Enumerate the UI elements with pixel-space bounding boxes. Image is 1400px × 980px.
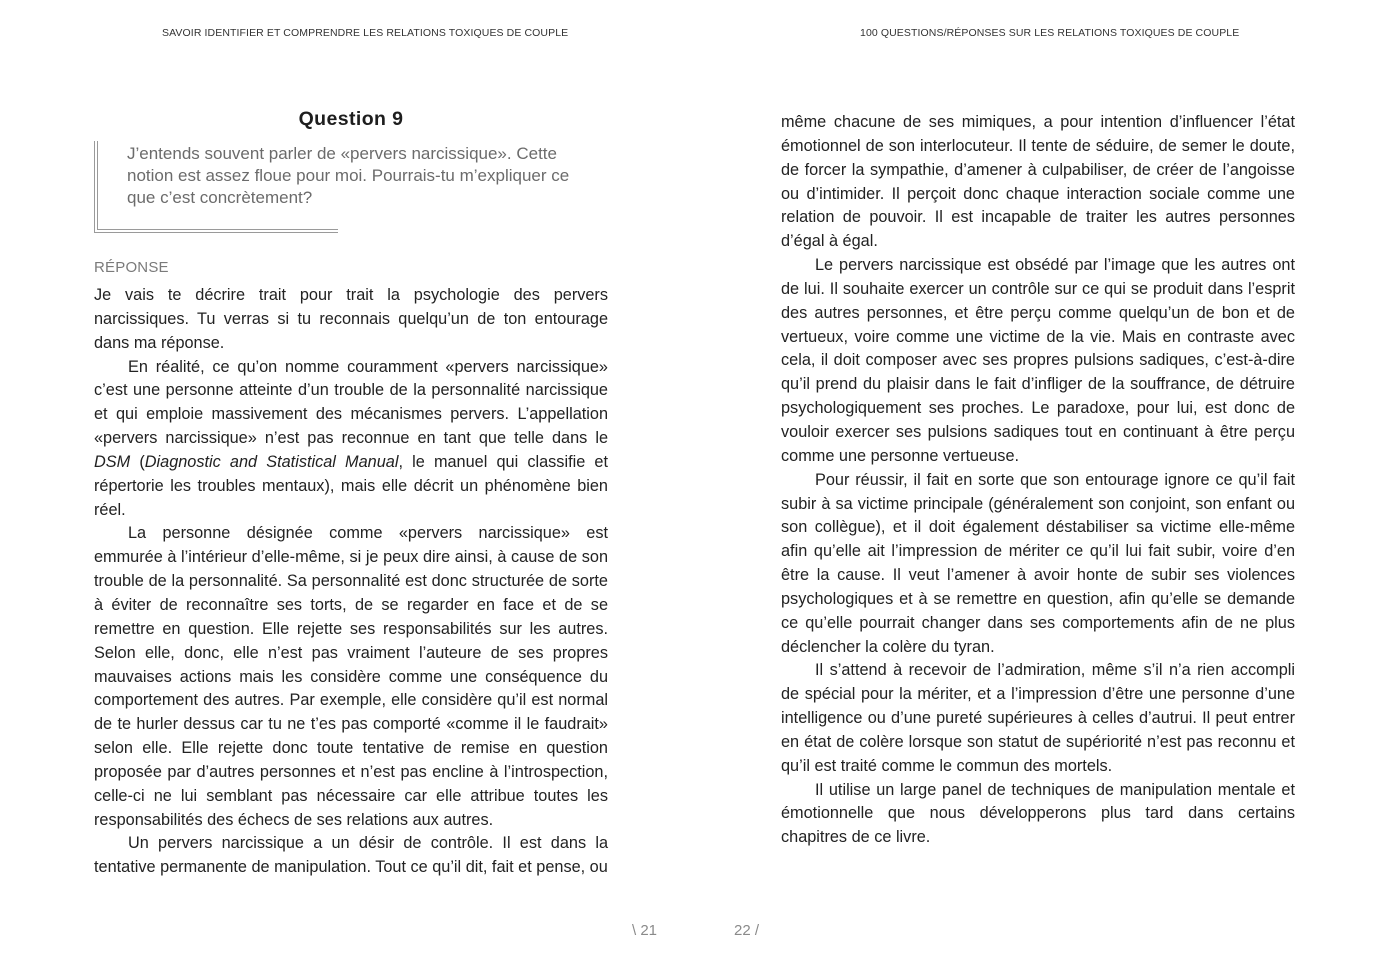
paragraph-text: (	[130, 452, 145, 471]
paragraph: Un pervers narcissique a un désir de contrôle. Il est dans la tentative permanente de manipulation. Tout ce qu’il dit, fait et pense, ou	[94, 834, 608, 877]
question-text: J’entends souvent parler de «pervers narcissique». Cette notion est assez floue pour moi. Pourrais-tu m’expliquer ce que c’est concrètement?	[127, 144, 570, 207]
page-number-left: \ 21	[632, 922, 658, 939]
paragraph	[94, 356, 608, 523]
manual-title: Diagnostic and Statistical Manual	[144, 452, 399, 471]
paragraph: Pour réussir, il fait en sorte que son entourage ignore ce qu’il fait subir à sa victime principale (généralement son conjoint, son enfant ou son collègue), et il doit également déstabiliser sa victime elle-même afin qu’elle ait l’impression de mériter ce qu’il lui fait subir, voire d’en être la cause. Il veut l’amener à avoir honte de subir ses violences psychologiques et à se remettre en question, afin qu’elle se demande ce qu’elle pourrait changer dans ses comportements afin de ne plus déclencher la colère du tyran.	[781, 470, 1295, 656]
dsm-abbrev: DSM	[94, 452, 131, 471]
answer-label: RÉPONSE	[94, 259, 169, 276]
answer-body-right	[781, 111, 1295, 850]
page-number-right: 22 /	[734, 922, 760, 939]
running-header-left: SAVOIR IDENTIFIER ET COMPRENDRE LES RELATIONS TOXIQUES DE COUPLE	[162, 27, 569, 39]
right-page	[700, 0, 1400, 980]
question-title: Question 9	[298, 108, 404, 130]
paragraph: même chacune de ses mimiques, a pour intention d’influencer l’état émotionnel de son interlocuteur. Il tente de séduire, de semer le doute, de forcer la sympathie, d’amener à culpabiliser, de créer de l’angoisse ou d’intimider. Il perçoit donc chaque interaction sociale comme une relation de pouvoir. Il est incapable de traiter les autres personnes d’égal à égal.	[781, 113, 1295, 251]
answer-body-left	[94, 284, 608, 880]
paragraph: La personne désignée comme «pervers narcissique» est emmurée à l’intérieur d’elle-même, si je peux dire ainsi, à cause de son trouble de la personnalité. Sa personnalité est donc structurée de sorte à éviter de reconnaître ses torts, de se regarder en face et de se remettre en question. Elle rejette ses responsabilités sur les autres. Selon elle, donc, elle n’est pas vraiment l’auteure de ses propres mauvaises actions mais les considère comme une conséquence du comportement des autres. Par exemple, elle considère qu’il est normal de te hurler dessus car tu ne t’es pas comporté «comme il le faudrait» selon elle. Elle rejette donc toute tentative de remise en question proposée par d’autres personnes et n’est pas encline à l’introspection, celle-ci ne lui semblant pas nécessaire car elle attribue toutes les responsabilités des échecs de ses relations aux autres.	[94, 524, 608, 829]
running-header-right: 100 QUESTIONS/RÉPONSES SUR LES RELATIONS TOXIQUES DE COUPLE	[860, 27, 1240, 39]
paragraph: Le pervers narcissique est obsédé par l’image que les autres ont de lui. Il souhaite exercer un contrôle sur ce qui se produit dans l’esprit des autres personnes, et être perçu comme quelqu’un de bon et de vertueux, voire comme une victime de la vie. Mais en contraste avec cela, il doit composer avec ses propres pulsions sadiques, c’est-à-dire qu’il prend du plaisir dans le fait d’infliger de la souffrance, de détruire psychologiquement ses proches. Le paradoxe, pour lui, est donc de vouloir exercer ses pulsions sadiques tout en continuant à être perçu comme une personne vertueuse.	[781, 256, 1295, 465]
paragraph: Je vais te décrire trait pour trait la psychologie des pervers narcissiques. Tu verras si tu reconnais quelqu’un de ton entourage dans ma réponse.	[94, 286, 608, 352]
paragraph: Il s’attend à recevoir de l’admiration, même s’il n’a rien accompli de spécial pour la mériter, et a l’impression d’être une personne d’une intelligence ou d’une pureté supérieures à celles d’autrui. Il peut entrer en état de colère lorsque son statut de supériorité n’est pas reconnu et qu’il est traité comme le commun des mortels.	[781, 661, 1295, 775]
paragraph: Il utilise un large panel de techniques de manipulation mentale et émotionnelle que nous développerons plus tard dans certains chapitres de ce livre.	[781, 780, 1295, 847]
paragraph-text: , le manuel qui classifie et répertorie les troubles mentaux), mais elle décrit un phénomène bien réel.	[94, 452, 608, 519]
paragraph-text: En réalité, ce qu’on nomme couramment «pervers narcissique» c’est une personne atteinte d’un trouble de la personnalité narcissique et qui emploie massivement des mécanismes pervers. L’appellation «pervers narcissique» n’est pas reconnue en tant que telle dans le	[94, 357, 608, 448]
